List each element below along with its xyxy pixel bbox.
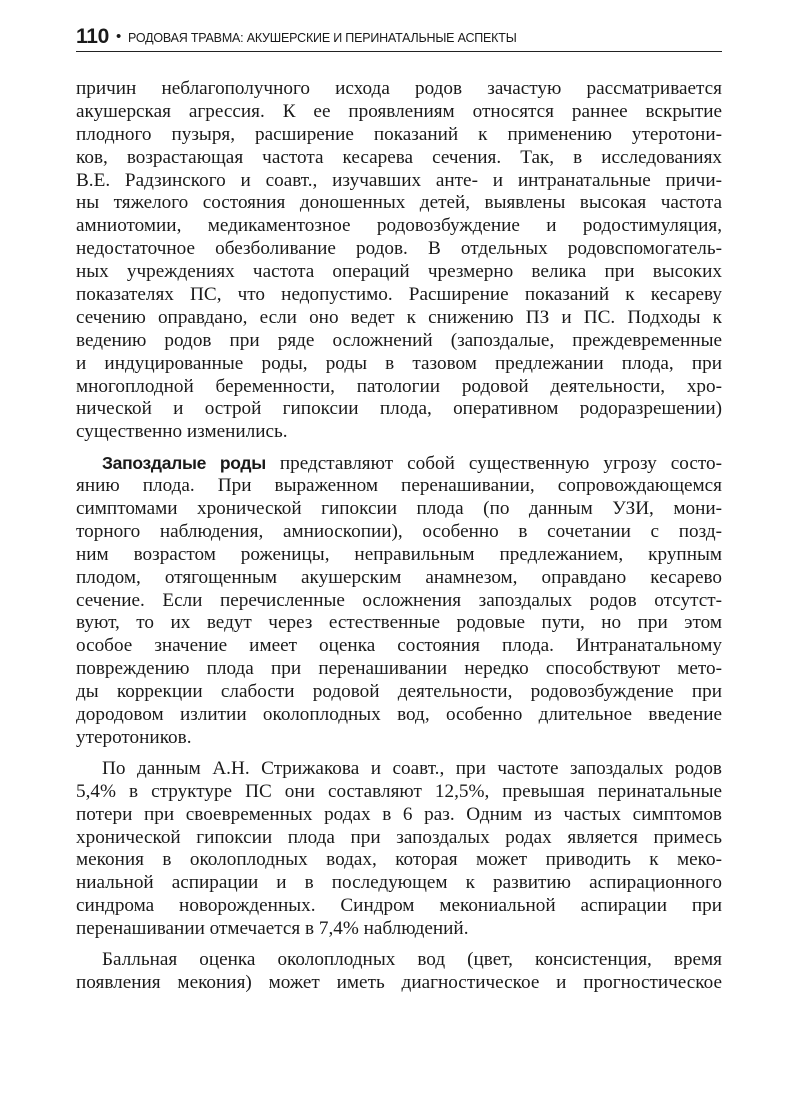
text-line: ним возрастом роженицы, неправильным предлежанием, крупным: [76, 543, 722, 565]
run-in-heading: Запоздалые роды: [102, 453, 266, 474]
text-line: сечению оправдано, если оно ведет к снижению ПЗ и ПС. Подходы к: [76, 306, 722, 328]
text-line: недостаточное обезболивание родов. В отдельных родовспомогатель-: [76, 238, 722, 260]
text-line: ведению родов при ряде осложнений (запоздалые, преждевременные: [76, 329, 722, 351]
text-line: В.Е. Радзинского и соавт., изучавших анте- и интранатальные причи-: [76, 169, 722, 191]
paragraph-4: [76, 949, 722, 995]
paragraph-3: [76, 758, 722, 941]
text-line: вуют, то их ведут через естественные родовые пути, но при этом: [76, 612, 722, 634]
text-line: показателях ПС, что недопустимо. Расширение показаний к кесареву: [76, 284, 722, 306]
text-line: существенно изменились.: [76, 421, 288, 443]
text-line: причин неблагополучного исхода родов зачастую рассматривается: [76, 78, 722, 99]
text-line: синдрома новорожденных. Синдром мекониальной аспирации при: [76, 895, 722, 917]
text-line: ков, возрастающая частота кесарева сечения. Так, в исследованиях: [76, 146, 722, 168]
body-text: [76, 78, 722, 995]
text-line-rest: представляют собой существенную угрозу состо-: [265, 453, 723, 475]
text-line: По данным А.Н. Стрижакова и соавт., при частоте запоздалых родов: [102, 757, 722, 779]
text-line: симптомами хронической гипоксии плода (по данным УЗИ, мони-: [76, 498, 722, 520]
text-line: [76, 452, 722, 475]
text-line: ниальной аспирации и в последующем к развитию аспирационного: [76, 872, 722, 894]
text-line: утеротоников.: [76, 726, 192, 748]
text-line: янию плода. При выраженном перенашивании, сопровождающемся: [76, 475, 722, 497]
text-line: амниотомии, медикаментозное родовозбуждение и родостимуляция,: [76, 215, 722, 237]
text-line: 5,4% в структуре ПС они составляют 12,5%, превышая перинатальные: [76, 780, 722, 802]
running-title: РОДОВАЯ ТРАВМА: АКУШЕРСКИЕ И ПЕРИНАТАЛЬНЫЕ АСПЕКТЫ: [128, 30, 517, 45]
header-bullet: •: [115, 28, 122, 45]
text-line: многоплодной беременности, патологии родовой деятельности, хро-: [76, 375, 722, 397]
paragraph-2: [76, 452, 722, 750]
text-line: ны тяжелого состояния доношенных детей, выявлены высокая частота: [76, 192, 722, 214]
text-line: нической и острой гипоксии плода, оперативном родоразрешении): [76, 398, 722, 420]
text-line: перенашивании отмечается в 7,4% наблюдений.: [76, 918, 469, 940]
text-line: плодного пузыря, расширение показаний к применению утеротони-: [76, 123, 722, 145]
text-line: дородовом излитии околоплодных вод, особенно длительное введение: [76, 704, 722, 726]
text-line: хронической гипоксии плода при запоздалых родах является примесь: [76, 826, 722, 848]
text-line: Балльная оценка околоплодных вод (цвет, консистенция, время: [102, 948, 722, 970]
paragraph-1: [76, 78, 722, 444]
text-line: особое значение имеет оценка состояния плода. Интранатальному: [76, 635, 722, 657]
text-line: появления мекония) может иметь диагностическое и прогностическое: [76, 971, 722, 993]
text-line: акушерская агрессия. К ее проявлениям относятся раннее вскрытие: [76, 100, 722, 122]
text-line: плодом, отягощенным акушерским анамнезом, оправдано кесарево: [76, 566, 722, 588]
text-line: ды коррекции слабости родовой деятельности, родовозбуждение при: [76, 681, 722, 703]
text-line: ных учреждениях частота операций чрезмерно велика при высоких: [76, 261, 722, 283]
text-line: повреждению плода при перенашивании нередко способствуют мето-: [76, 658, 722, 680]
text-line: потери при своевременных родах в 6 раз. Одним из частых симптомов: [76, 803, 722, 825]
text-line: торного наблюдения, амниоскопии), особенно в сочетании с позд-: [76, 520, 722, 542]
running-header: [76, 26, 722, 52]
text-line: сечение. Если перечисленные осложнения запоздалых родов отсутст-: [76, 589, 722, 611]
text-line: и индуцированные роды, роды в тазовом предлежании плода, при: [76, 352, 722, 374]
page-number: 110: [76, 25, 109, 48]
text-line: мекония в околоплодных водах, которая может приводить к меко-: [76, 849, 722, 871]
